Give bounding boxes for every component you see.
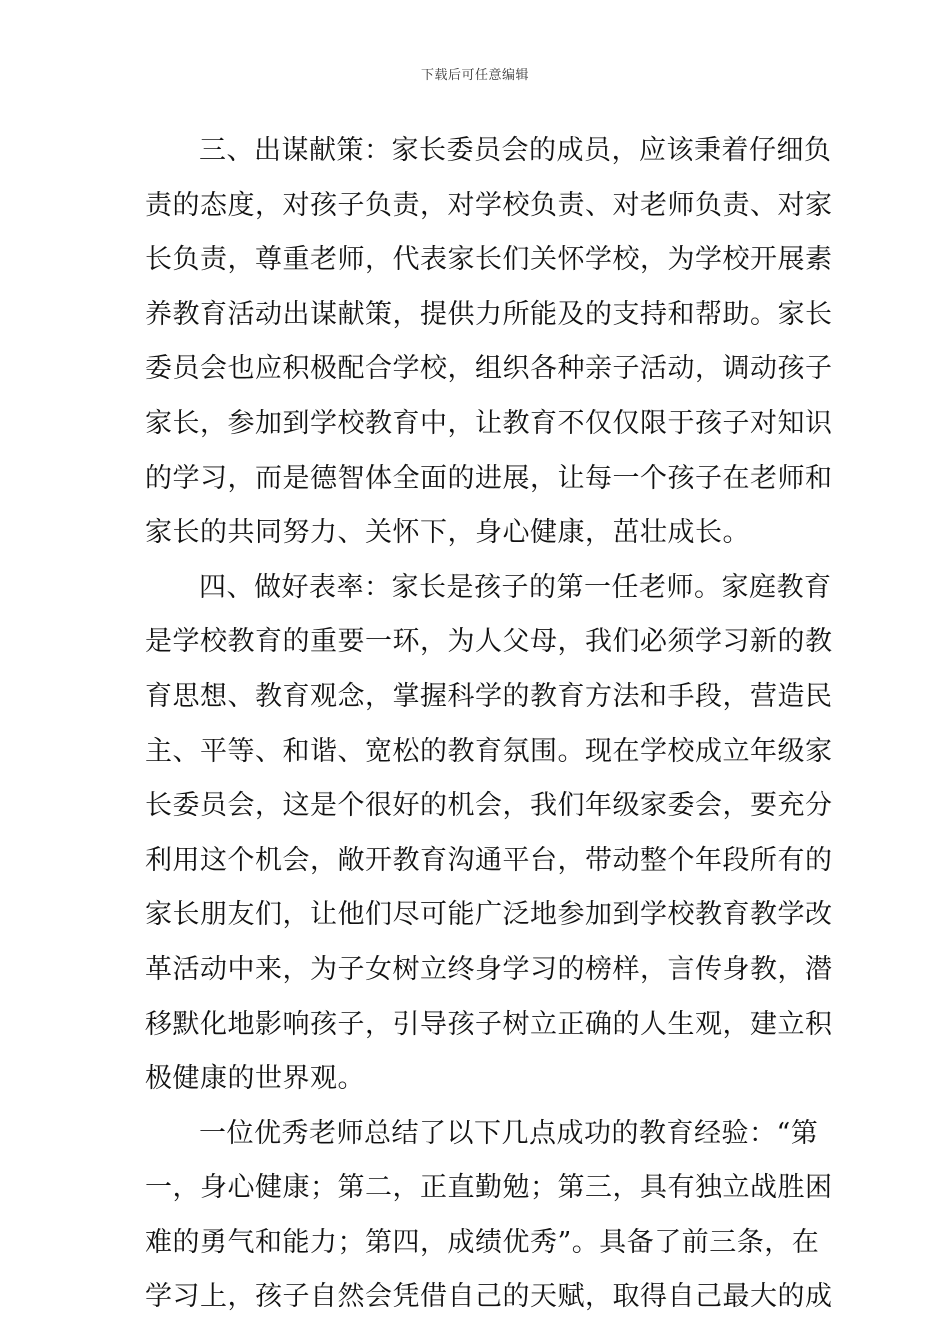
text-line: 责的态度，对孩子负责，对学校负责、对老师负责、对家: [145, 189, 833, 221]
text-line: 家长的共同努力、关怀下，身心健康，茁壮成长。: [145, 517, 750, 549]
text-line: 家长朋友们，让他们尽可能广泛地参加到学校教育教学改: [145, 899, 833, 931]
text-line: 一位优秀老师总结了以下几点成功的教育经验：“第: [199, 1117, 819, 1149]
document-body: [145, 124, 833, 1325]
text-line: 是学校教育的重要一环，为人父母，我们必须学习新的教: [145, 626, 833, 658]
text-line: 移默化地影响孩子，引导孩子树立正确的人生观，建立积: [145, 1008, 833, 1040]
text-line: 的学习，而是德智体全面的进展，让每一个孩子在老师和: [145, 462, 833, 494]
text-line: 家长，参加到学校教育中，让教育不仅仅限于孩子对知识: [145, 407, 833, 439]
paragraph-four-role-model: [145, 561, 833, 1107]
text-line: 养教育活动出谋献策，提供力所能及的支持和帮助。家长: [145, 298, 833, 330]
text-line: 三、出谋献策：家长委员会的成员，应该秉着仔细负: [199, 135, 832, 166]
text-line: 委员会也应积极配合学校，组织各种亲子活动，调动孩子: [145, 353, 833, 385]
text-line: 难的勇气和能力；第四，成绩优秀”。具备了前三条，在: [145, 1226, 820, 1258]
header-note: 下载后可任意编辑: [420, 68, 529, 83]
text-line: 一，身心健康；第二，正直勤勉；第三，具有独立战胜困: [145, 1172, 833, 1204]
text-line: 利用这个机会，敞开教育沟通平台，带动整个年段所有的: [145, 844, 833, 876]
text-line: 主、平等、和谐、宽松的教育氛围。现在学校成立年级家: [145, 735, 833, 767]
text-line: 长委员会，这是个很好的机会，我们年级家委会，要充分: [145, 790, 833, 822]
paragraph-three-suggestions: [145, 124, 833, 561]
text-line: 学习上，孩子自然会凭借自己的天赋，取得自己最大的成: [145, 1281, 833, 1313]
text-line: 育思想、教育观念，掌握科学的教育方法和手段，营造民: [145, 680, 833, 712]
text-line: 四、做好表率：家长是孩子的第一任老师。家庭教育: [199, 571, 832, 603]
text-line: 长负责，尊重老师，代表家长们关怀学校，为学校开展素: [145, 244, 833, 276]
paragraph-teacher-experience: [145, 1107, 833, 1325]
text-line: 极健康的世界观。: [145, 1063, 365, 1095]
text-line: 革活动中来，为子女树立终身学习的榜样，言传身教，潜: [145, 953, 833, 985]
